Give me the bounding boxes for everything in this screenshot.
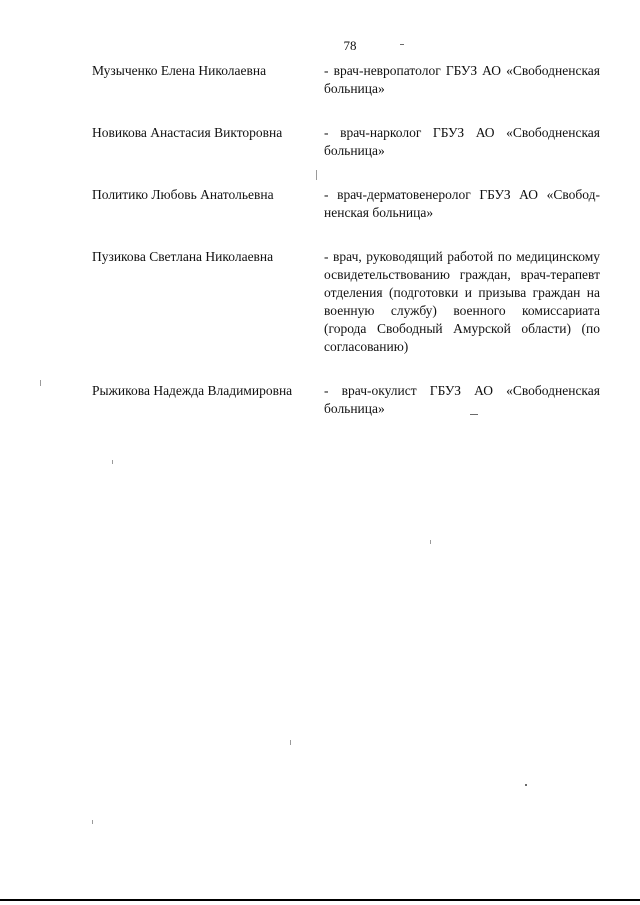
scan-speck bbox=[92, 820, 93, 824]
scan-speck bbox=[290, 740, 291, 745]
person-position: - врач, руководящий работой по медицинскому освидетельствованию граждан, врач-терапевт отделения (подготовки и призыва граждан на военную службу) военного комиссариата (города Свободный Амурской области) (по согласованию) bbox=[324, 249, 600, 354]
scan-speck bbox=[430, 540, 431, 544]
member-list bbox=[92, 62, 606, 418]
scan-speck bbox=[400, 44, 404, 45]
person-name: Политико Любовь Анатольевна bbox=[92, 187, 274, 202]
list-item bbox=[92, 62, 606, 98]
scan-bottom-edge bbox=[0, 899, 640, 901]
person-position: - врач-дерматовенеролог ГБУЗ АО «Свободненская больница» bbox=[324, 187, 600, 220]
page-number: 78 bbox=[343, 38, 357, 53]
person-name: Рыжикова Надежда Владимировна bbox=[92, 383, 293, 398]
list-item bbox=[92, 382, 606, 418]
person-position: - врач-окулист ГБУЗ АО «Свободненская больница» bbox=[324, 383, 600, 416]
scan-speck bbox=[316, 170, 317, 180]
scan-speck bbox=[40, 380, 41, 386]
person-name: Пузикова Светлана Николаевна bbox=[92, 249, 274, 264]
person-position: - врач-невропатолог ГБУЗ АО «Свободненская больница» bbox=[324, 63, 600, 96]
scan-speck bbox=[525, 784, 527, 786]
scan-speck bbox=[470, 414, 478, 415]
list-item bbox=[92, 248, 606, 356]
list-item bbox=[92, 186, 606, 222]
person-position: - врач-нарколог ГБУЗ АО «Свободненская больница» bbox=[324, 125, 600, 158]
scan-speck bbox=[112, 460, 113, 464]
person-name: Музыченко Елена Николаевна bbox=[92, 63, 267, 78]
list-item bbox=[92, 124, 606, 160]
person-name: Новикова Анастасия Викторовна bbox=[92, 125, 283, 140]
